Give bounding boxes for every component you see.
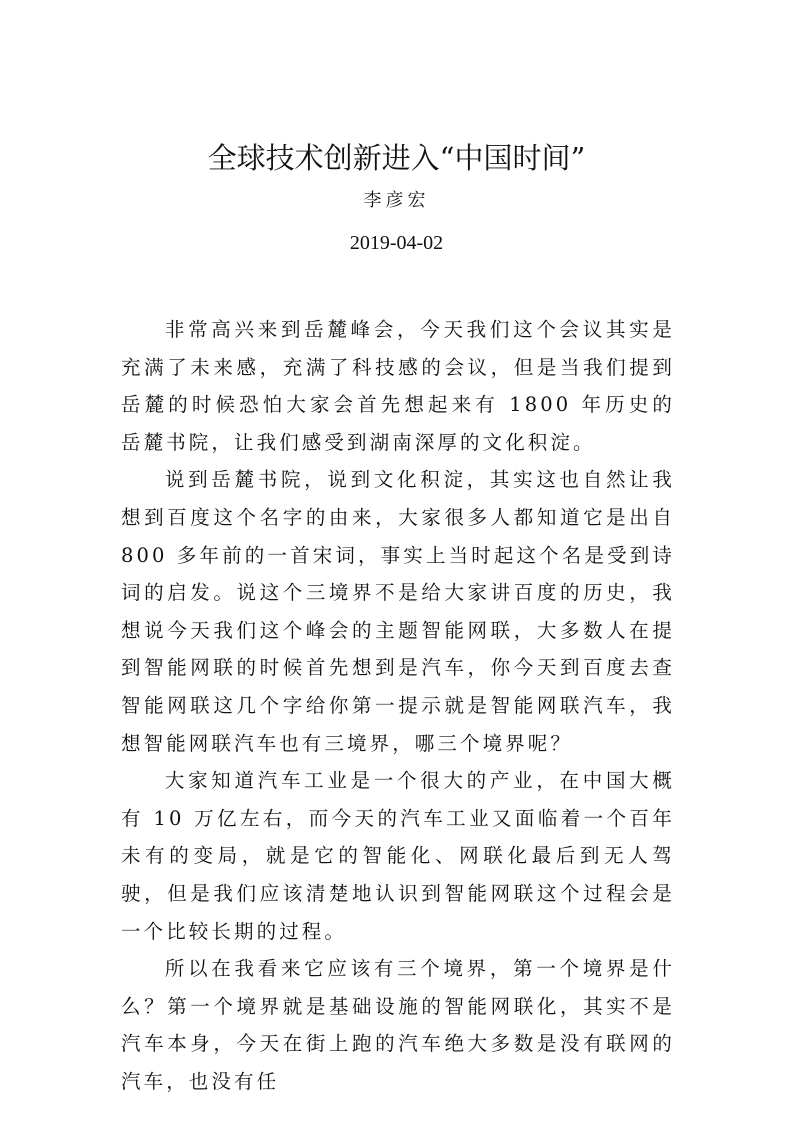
paragraph: 说到岳麓书院，说到文化积淀，其实这也自然让我想到百度这个名字的由来，大家很多人都知道它是出自 800 多年前的一首宋词，事实上当时起这个名是受到诗词的启发。说这个三境界不是给大家讲百度的历史，我想说今天我们这个峰会的主题智能网联，大多数人在提到智能网联的时候首先想到是汽车，你今天到百度去查智能网联这几个字给你第一提示就是智能网联汽车，我想智能网联汽车也有三境界，哪三个境界呢？ bbox=[121, 468, 675, 755]
paragraph: 大家知道汽车工业是一个很大的产业，在中国大概有 10 万亿左右，而今天的汽车工业又面临着一个百年未有的变局，就是它的智能化、网联化最后到无人驾驶，但是我们应该清楚地认识到智能网联这个过程会是一个比较长期的过程。 bbox=[121, 769, 675, 943]
paragraph: 非常高兴来到岳麓峰会，今天我们这个会议其实是充满了未来感，充满了科技感的会议，但是当我们提到岳麓的时候恐怕大家会首先想起来有 1800 年历史的岳麓书院，让我们感受到湖南深厚的文化积淀。 bbox=[121, 318, 675, 454]
document-title: 全球技术创新进入“中国时间” bbox=[207, 141, 586, 175]
paragraph: 所以在我看来它应该有三个境界，第一个境界是什么？第一个境界就是基础设施的智能网联化，其实不是汽车本身，今天在街上跑的汽车绝大多数是没有联网的汽车，也没有任 bbox=[121, 957, 675, 1093]
publish-date: 2019-04-02 bbox=[349, 232, 444, 254]
article-body bbox=[121, 311, 675, 1100]
author-name: 李彦宏 bbox=[363, 190, 430, 211]
